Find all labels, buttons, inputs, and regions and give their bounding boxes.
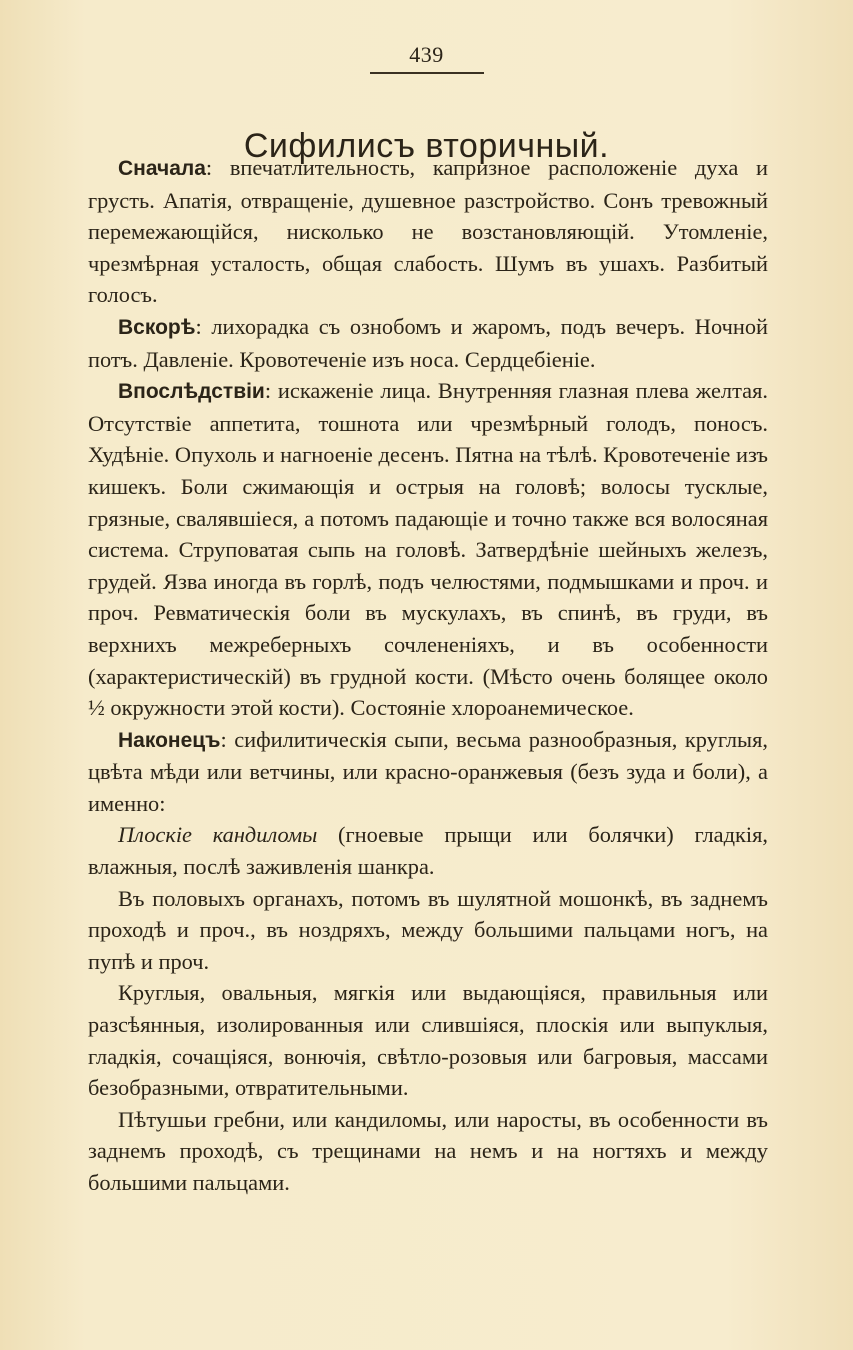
paragraph-text: : сифилитическія сыпи, весьма разнообразныя, круглыя, цвѣта мѣди или ветчины, или красно-оранжевыя (безъ зуда и боли), а именно:: [88, 726, 768, 816]
paragraph-text: Пѣтушьи гребни, или кандиломы, или наросты, въ особенности въ заднемъ проходѣ, съ трещинами на немъ и на ногтяхъ и между большими пальцами.: [88, 1106, 768, 1195]
paragraph-soon-symptoms: [88, 311, 768, 375]
paragraph-shapes: [88, 977, 768, 1103]
paragraph-condylomas: [88, 819, 768, 882]
paragraph-text: : лихорадка съ ознобомъ и жаромъ, подъ вечеръ. Ночной потъ. Давленіе. Кровотеченіе изъ носа. Сердцебіеніе.: [88, 313, 768, 372]
paragraph-text: (гноевые прыщи или болячки) гладкія, влажныя, послѣ заживленія шанкра.: [88, 822, 768, 880]
page-number-rule: [370, 72, 484, 74]
paragraph-final-symptoms: [88, 724, 768, 820]
paragraph-growths: [88, 1104, 768, 1199]
paragraph-locations: [88, 883, 768, 978]
paragraph-text: : впечатлительность, капризное расположеніе духа и грусть. Апатія, отвращеніе, душевное разстройство. Сонъ тревожный перемежающійся, нисколько не возстановляющій. Утомленіе, чрезмѣрная усталость, общая слабость. Шумъ въ ушахъ. Разбитый голосъ.: [88, 155, 768, 308]
paragraph-later-symptoms: [88, 375, 768, 724]
paragraph-early-symptoms: [88, 152, 768, 311]
paragraph-text: Круглыя, овальныя, мягкія или выдающіяся, правильныя или разсѣянныя, изолированныя или слившіяся, плоскія или выпуклыя, гладкія, сочащіяся, вонючія, свѣтло-розовыя или багровыя, массами безобразными, отвратительными.: [88, 980, 768, 1101]
body-text: [88, 152, 768, 1199]
paragraph-text: : искаженіе лица. Внутренняя глазная плева желтая. Отсутствіе аппетита, тошнота или чрезмѣрный голодъ, поносъ. Худѣніе. Опухоль и нагноеніе десенъ. Пятна на тѣлѣ. Кровотеченіе изъ кишекъ. Боли сжимающія и острыя на головѣ; волосы тусклые, грязные, свалявшіеся, а потомъ падающіе и точно также вся волосяная система. Струповатая сыпь на головѣ. Затвердѣніе шейныхъ железъ, грудей. Язва иногда въ горлѣ, подъ челюстями, подмышками и проч. и проч. Ревматическія боли въ мускулахъ, въ спинѣ, въ груди, въ верхнихъ межреберныхъ сочлененіяхъ, и въ особенности (характеристическій) въ грудной кости. (Мѣсто очень болящее около ½ окружности этой кости). Состояніе хлороанемическое.: [88, 378, 768, 721]
italic-term: Плоскіе кандиломы: [118, 822, 318, 848]
paragraph-text: Въ половыхъ органахъ, потомъ въ шулятной мошонкѣ, въ заднемъ проходѣ и проч., въ ноздряхъ, между большими пальцами ногъ, на пупѣ и проч.: [88, 885, 768, 974]
page-title: Сифилисъ вторичный.: [243, 126, 610, 165]
lead-word: Наконецъ: [118, 728, 221, 752]
lead-word: Впослѣдствіи: [118, 380, 265, 404]
lead-word: Вскорѣ: [118, 315, 196, 339]
lead-word: Сначала: [118, 157, 206, 180]
page-number: 439: [409, 42, 444, 67]
